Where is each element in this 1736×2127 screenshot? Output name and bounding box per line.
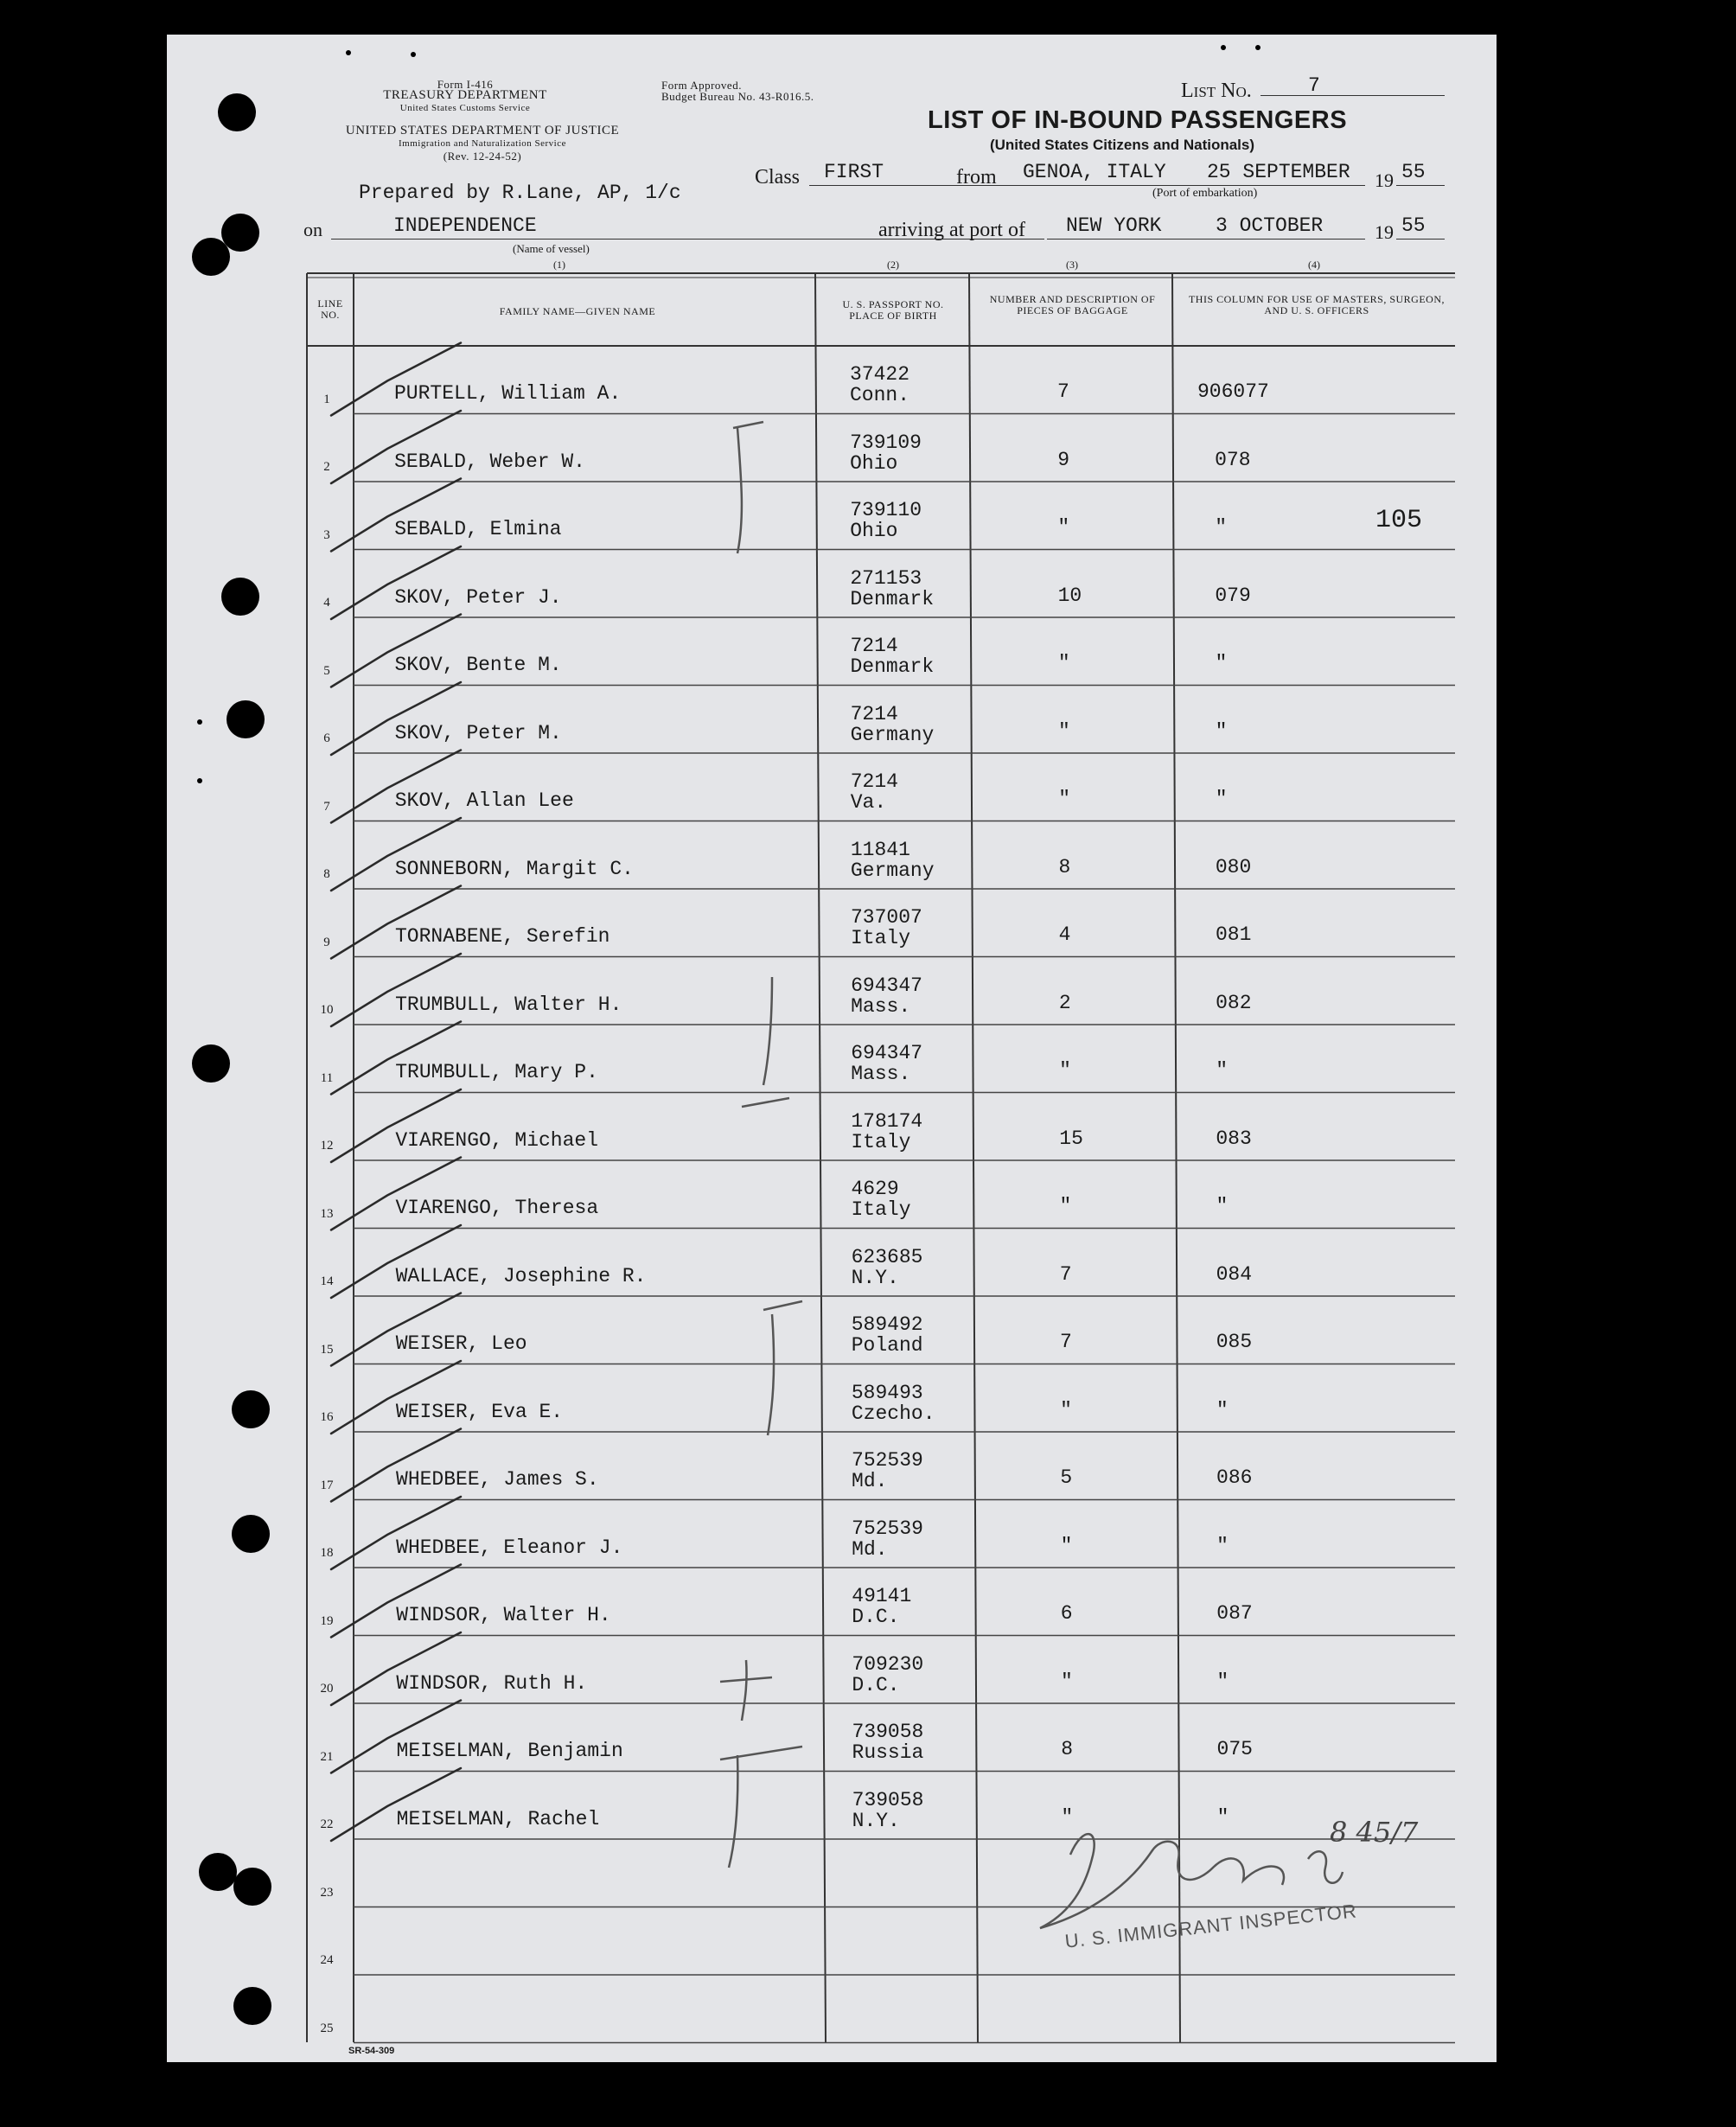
- budget-bureau: Budget Bureau No. 43-R016.5.: [661, 90, 814, 103]
- officer-number: 079: [1215, 584, 1251, 607]
- line-number: 21: [320, 1749, 334, 1764]
- baggage-count: 10: [1057, 584, 1082, 607]
- passenger-name: SEBALD, Elmina: [394, 518, 562, 540]
- place-of-birth: Ohio: [850, 451, 898, 475]
- passenger-name: SKOV, Allan Lee: [394, 789, 574, 812]
- passenger-name: SKOV, Peter J.: [394, 585, 562, 609]
- passenger-name: WINDSOR, Walter H.: [396, 1604, 611, 1626]
- baggage-count: 7: [1059, 1331, 1072, 1353]
- place-of-birth: Poland: [851, 1334, 923, 1357]
- header-line-no: LINE NO.: [317, 297, 343, 321]
- footer-code: SR-54-309: [348, 2046, 395, 2056]
- passenger-name: WEISER, Eva E.: [395, 1400, 564, 1423]
- officer-number: 084: [1216, 1262, 1253, 1286]
- officer-number: 080: [1215, 855, 1252, 878]
- punch-hole: [192, 238, 230, 276]
- officer-number: ": [1216, 1534, 1229, 1557]
- officer-number: ": [1216, 1059, 1229, 1082]
- officer-number: ": [1215, 516, 1228, 539]
- officer-number: 085: [1216, 1331, 1253, 1353]
- baggage-count: 7: [1059, 1262, 1072, 1286]
- baggage-count: ": [1058, 788, 1071, 810]
- line-number: 12: [320, 1139, 334, 1153]
- baggage-count: ": [1059, 1195, 1072, 1217]
- header-baggage: NUMBER AND DESCRIPTION OF PIECES OF BAGGAGE: [989, 293, 1156, 316]
- baggage-count: ": [1058, 719, 1070, 743]
- punch-hole: [232, 1390, 270, 1428]
- punch-hole: [218, 93, 256, 131]
- page-title: LIST OF IN-BOUND PASSENGERS: [928, 106, 1348, 134]
- passport-number: 37422: [850, 363, 910, 386]
- ins-service: Immigration and Naturalization Service: [398, 138, 567, 149]
- line-number: 25: [320, 2021, 334, 2035]
- baggage-count: ": [1060, 1670, 1073, 1693]
- vessel-name: INDEPENDENCE: [393, 214, 537, 237]
- line-number: 7: [323, 799, 330, 814]
- line-number: 9: [323, 935, 330, 949]
- place-of-birth: N.Y.: [852, 1809, 900, 1832]
- line-number: 4: [323, 596, 330, 610]
- from-date: 25 SEPTEMBER: [1207, 161, 1350, 183]
- passport-number: 589492: [851, 1313, 923, 1336]
- baggage-count: ": [1057, 652, 1070, 674]
- punch-hole: [233, 1868, 271, 1906]
- class-label: Class: [755, 166, 801, 188]
- place-of-birth: Germany: [850, 723, 935, 746]
- place-of-birth: Mass.: [851, 994, 911, 1018]
- officer-number: ": [1215, 719, 1228, 743]
- inspector-signature: [167, 35, 1497, 2062]
- passport-number: 739058: [852, 1788, 924, 1811]
- col-num-1: (1): [553, 259, 565, 271]
- place-of-birth: Czecho.: [851, 1402, 935, 1425]
- baggage-count: 5: [1060, 1466, 1073, 1489]
- customs-service: United States Customs Service: [399, 103, 531, 113]
- place-of-birth: Denmark: [850, 655, 935, 678]
- form-approved: Form Approved.: [661, 79, 742, 92]
- officer-number: ": [1216, 1670, 1229, 1693]
- officer-number: ": [1216, 1195, 1229, 1217]
- arrival-port: NEW YORK: [1066, 214, 1162, 237]
- passport-number: 739110: [850, 499, 922, 521]
- passenger-name: WINDSOR, Ruth H.: [396, 1671, 588, 1695]
- baggage-count: ": [1059, 1059, 1071, 1082]
- punch-hole: [221, 578, 259, 616]
- officer-number: 078: [1215, 448, 1251, 471]
- line-number: 8: [323, 867, 330, 881]
- passport-number: 739058: [852, 1721, 924, 1743]
- baggage-count: ": [1060, 1398, 1072, 1421]
- inspector-stamp: U. S. IMMIGRANT INSPECTOR: [1063, 1900, 1358, 1952]
- line-number: 13: [320, 1206, 334, 1221]
- margin-count: 105: [1375, 506, 1423, 535]
- passport-number: 623685: [851, 1245, 923, 1268]
- place-of-birth: Russia: [852, 1741, 924, 1764]
- punch-hole: [192, 1044, 230, 1083]
- justice-department: UNITED STATES DEPARTMENT OF JUSTICE: [345, 124, 620, 137]
- header-officers: THIS COLUMN FOR USE OF MASTERS, SURGEON, AND U. S. OFFICERS: [1188, 293, 1446, 316]
- year-2: 55: [1401, 214, 1426, 237]
- line-number: 19: [320, 1613, 334, 1628]
- year-1: 55: [1401, 161, 1426, 183]
- passenger-name: MEISELMAN, Benjamin: [396, 1740, 623, 1762]
- officer-number: ": [1215, 788, 1228, 810]
- place-of-birth: Denmark: [850, 587, 934, 610]
- line-number: 1: [323, 392, 330, 406]
- baggage-count: 15: [1059, 1127, 1083, 1150]
- place-of-birth: Md.: [852, 1537, 888, 1561]
- officer-number: 086: [1216, 1466, 1253, 1489]
- place-of-birth: N.Y.: [851, 1266, 899, 1289]
- punch-hole: [199, 1853, 237, 1891]
- punch-hole: [232, 1515, 270, 1553]
- passport-number: 271153: [850, 566, 922, 590]
- treasury-department: TREASURY DEPARTMENT: [383, 88, 547, 102]
- line-number: 10: [320, 1003, 334, 1017]
- on-label: on: [303, 219, 322, 240]
- line-number: 22: [320, 1817, 334, 1831]
- passenger-name: WHEDBEE, James S.: [396, 1468, 599, 1491]
- officer-number: 075: [1216, 1738, 1253, 1760]
- line-number: 6: [323, 731, 330, 745]
- officer-number: 082: [1216, 991, 1252, 1014]
- place-of-birth: Italy: [851, 1130, 911, 1153]
- year-prefix-1: 19: [1375, 169, 1394, 191]
- passport-number: 178174: [851, 1109, 923, 1133]
- passenger-name: SEBALD, Weber W.: [394, 450, 585, 473]
- place-of-birth: Md.: [852, 1470, 888, 1492]
- passenger-name: SKOV, Bente M.: [394, 654, 562, 676]
- col-num-2: (2): [887, 259, 899, 271]
- passenger-name: WHEDBEE, Eleanor J.: [396, 1536, 623, 1559]
- passenger-name: MEISELMAN, Rachel: [396, 1807, 600, 1830]
- punch-hole: [233, 1987, 271, 2025]
- passenger-name: WALLACE, Josephine R.: [395, 1264, 647, 1287]
- passenger-name: WEISER, Leo: [395, 1332, 527, 1355]
- form-revision: (Rev. 12-24-52): [443, 150, 522, 163]
- header-passport: U. S. PASSPORT NO. PLACE OF BIRTH: [842, 298, 944, 322]
- col-num-3: (3): [1066, 259, 1078, 271]
- passport-number: 7214: [850, 635, 898, 657]
- place-of-birth: Conn.: [850, 384, 910, 406]
- place-of-birth: D.C.: [852, 1606, 900, 1628]
- line-number: 17: [320, 1478, 334, 1492]
- year-prefix-2: 19: [1375, 221, 1394, 243]
- baggage-count: 9: [1057, 448, 1070, 471]
- passport-number: 49141: [852, 1585, 912, 1607]
- officer-number: 083: [1216, 1127, 1252, 1150]
- officer-number: ": [1216, 1398, 1229, 1421]
- list-no-label: List No.: [1181, 80, 1252, 102]
- line-number: 18: [320, 1546, 334, 1560]
- baggage-count: 4: [1058, 923, 1071, 946]
- place-of-birth: Va.: [850, 791, 887, 814]
- place-of-birth: Italy: [851, 1198, 911, 1221]
- header-name: FAMILY NAME—GIVEN NAME: [499, 305, 656, 317]
- punch-hole: [227, 700, 265, 738]
- baggage-count: 7: [1057, 380, 1069, 403]
- passport-number: 737007: [851, 906, 922, 929]
- port-embark-note: (Port of embarkation): [1152, 187, 1258, 200]
- baggage-count: ": [1061, 1805, 1074, 1829]
- officer-number: ": [1215, 652, 1228, 674]
- prepared-by: Prepared by R.Lane, AP, 1/c: [359, 182, 681, 204]
- list-no-value: 7: [1308, 74, 1320, 97]
- baggage-count: 8: [1061, 1738, 1073, 1760]
- place-of-birth: Mass.: [851, 1063, 911, 1085]
- passport-number: 694347: [851, 974, 922, 997]
- passport-number: 7214: [850, 702, 898, 725]
- from-label: from: [956, 166, 997, 188]
- passport-number: 7214: [850, 770, 898, 793]
- from-port: GENOA, ITALY: [1023, 161, 1166, 183]
- baggage-count: 6: [1060, 1602, 1073, 1625]
- passport-number: 4629: [851, 1178, 899, 1200]
- passport-number: 694347: [851, 1042, 923, 1064]
- line-number: 14: [320, 1274, 334, 1288]
- passenger-name: SKOV, Peter M.: [394, 721, 562, 744]
- passenger-name: TRUMBULL, Walter H.: [395, 993, 622, 1016]
- page-subtitle: (United States Citizens and Nationals): [989, 137, 1255, 153]
- line-number: 20: [320, 1682, 334, 1696]
- passport-number: 709230: [852, 1652, 924, 1676]
- line-number: 3: [323, 527, 330, 542]
- passenger-name: TORNABENE, Serefin: [395, 925, 610, 948]
- officer-number: 906077: [1197, 380, 1269, 403]
- baggage-count: 2: [1058, 991, 1071, 1014]
- form-number: Form I-416: [437, 78, 494, 91]
- arrival-date: 3 OCTOBER: [1216, 214, 1324, 237]
- vessel-note: (Name of vessel): [513, 242, 590, 255]
- passenger-name: PURTELL, William A.: [394, 382, 622, 405]
- arriving-label: arriving at port of: [878, 219, 1025, 241]
- line-number: 5: [323, 663, 330, 678]
- manifest-page: [167, 35, 1497, 2062]
- fraction-note: 8 45/7: [1330, 1816, 1419, 1849]
- baggage-count: 8: [1058, 855, 1071, 878]
- passenger-name: VIARENGO, Michael: [395, 1128, 599, 1152]
- place-of-birth: Germany: [850, 859, 935, 882]
- officer-number: 081: [1216, 923, 1252, 946]
- passport-number: 752539: [852, 1517, 923, 1540]
- line-number: 23: [320, 1885, 334, 1900]
- line-number: 24: [320, 1953, 334, 1967]
- passenger-name: TRUMBULL, Mary P.: [395, 1061, 598, 1083]
- officer-number: ": [1216, 1805, 1229, 1829]
- class-value: FIRST: [824, 161, 884, 183]
- baggage-count: ": [1057, 516, 1070, 539]
- passport-number: 752539: [852, 1449, 923, 1472]
- passenger-name: VIARENGO, Theresa: [395, 1197, 599, 1219]
- place-of-birth: Italy: [851, 927, 911, 949]
- line-number: 2: [323, 460, 330, 474]
- officer-number: 087: [1216, 1602, 1253, 1625]
- passport-number: 11841: [850, 838, 910, 861]
- place-of-birth: Ohio: [850, 520, 898, 542]
- line-number: 11: [320, 1070, 334, 1085]
- col-num-4: (4): [1308, 259, 1320, 271]
- passenger-name: SONNEBORN, Margit C.: [394, 857, 634, 880]
- line-number: 15: [320, 1342, 334, 1357]
- line-number: 16: [320, 1410, 334, 1424]
- passport-number: 589493: [851, 1381, 923, 1404]
- passport-number: 739109: [850, 431, 922, 454]
- place-of-birth: D.C.: [852, 1673, 900, 1696]
- baggage-count: ": [1060, 1534, 1073, 1557]
